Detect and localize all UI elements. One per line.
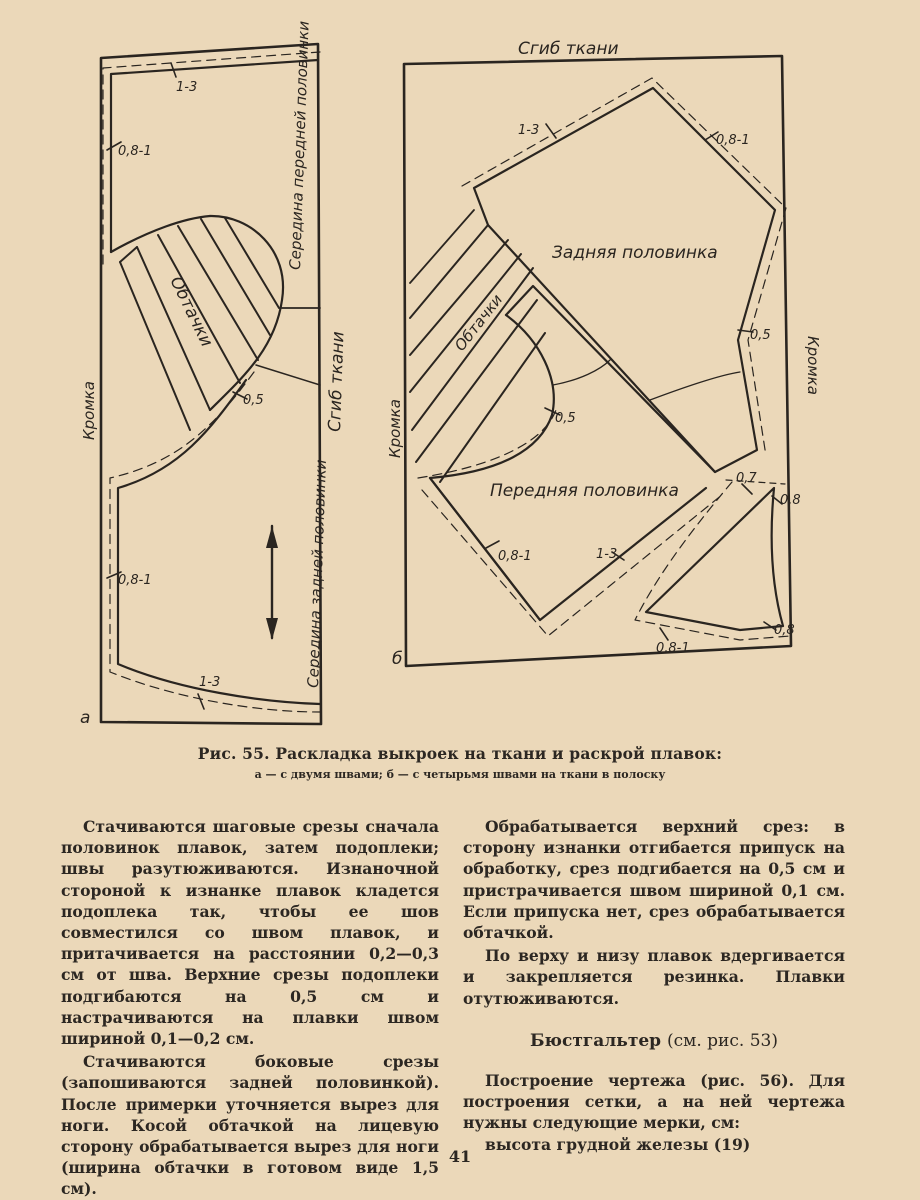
b-edge-left-label: Кромка [386,399,404,458]
construction-heading: Построение чертежа [485,1071,686,1091]
b-gusset-right-label: 0,8 [780,493,801,508]
b-fold-label: Сгиб ткани [518,39,619,59]
a-center-seam-label: 0,5 [243,393,264,408]
paragraph: Стачиваются боковые срезы (запошиваются задней половинкой). После примерки уточняется вырез для ноги. Косой обтачкой на лицевую сторону обрабатывается вырез для ноги (ширина обтачки в готовом виде 1,5 см). [61,1052,439,1199]
a-facing-label: Обтачки [165,273,217,351]
b-front-left-label: 0,8-1 [498,549,532,564]
page-number: 41 [448,1147,472,1166]
paragraph: По верху и низу плавок вдергивается и закрепляется резинка. Плавки отутюживаются. [463,946,845,1008]
construction-text: (рис. 56). Для построения сетки, а на ней чертежа нужны следующие мерки, см: [463,1071,846,1133]
b-front-right-label: 1-3 [596,547,618,562]
b-facing-label: Обтачки [450,290,507,355]
b-front-half-label: Передняя половинка [490,481,679,501]
right-text-column [463,816,845,1155]
figure-caption-subtitle: а — с двумя швами; б — с четырьмя швами на ткани в полоску [254,768,666,781]
b-gusset-bottom-label: 0,8-1 [656,641,690,656]
construction-paragraph [463,1070,845,1134]
b-back-top-left-label: 1-3 [518,123,540,138]
panel-b-marker: б [392,649,403,669]
a-edge-label: Кромка [80,381,98,440]
b-back-right-label: 0,5 [750,328,771,343]
b-back-half-label: Задняя половинка [552,243,718,263]
b-gusset-bottom-right-label: 0,8 [774,623,795,638]
a-left-upper-seam-label: 0,8-1 [118,144,152,159]
a-fold-label: Сгиб ткани [325,331,349,433]
left-text-column [61,816,439,1200]
b-gusset-top-label: 0,7 [736,471,757,486]
b-back-top-right-label: 0,8-1 [716,133,750,148]
paragraph: Обрабатывается верхний срез: в сторону изнанки отгибается припуск на обработку, срез подгибается на 0,5 см и пристрачивается швом шириной 0,1 см. Если припуска нет, срез обрабатывается обтачкой. [463,817,845,943]
a-top-seam-label: 1-3 [176,80,198,95]
panel-a-marker: а [80,708,91,728]
a-bottom-seam-label: 1-3 [199,675,221,690]
figure-caption-title: Рис. 55. Раскладка выкроек на ткани и раскрой плавок: [197,744,723,763]
a-back-center-label: Середина задней половинки [304,459,330,689]
b-edge-right-label: Кромка [804,336,822,395]
a-front-center-label: Середина передней половинки [286,20,313,271]
section-heading [463,1031,845,1052]
section-title: Бюстгальтер [530,1030,662,1051]
section-reference: (см. рис. 53) [666,1030,778,1051]
b-front-curve-label: 0,5 [555,411,576,426]
a-left-lower-seam-label: 0,8-1 [118,573,152,588]
paragraph: Стачиваются шаговые срезы сначала половинок плавок, затем подоплеки; швы разутюживаются. Изнаночной стороной к изнанке плавок кладется подоплека так, чтобы ее шов совместился со швом плавок, и притачивается на расстоянии 0,2—0,3 см от шва. Верхние срезы подоплеки подгибаются на 0,5 см и настрачиваются на плавки швом шириной 0,1—0,2 см. [61,817,439,1049]
measure-line: высота грудной железы (19) [485,1134,751,1154]
